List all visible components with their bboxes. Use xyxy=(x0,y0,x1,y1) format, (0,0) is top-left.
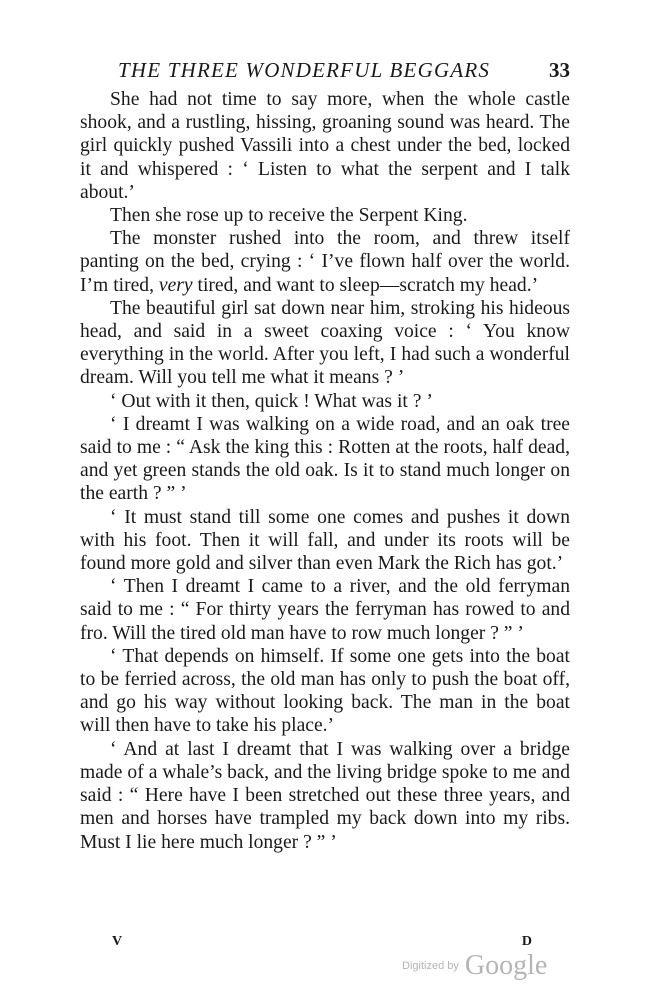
paragraph-text: tired, and want to sleep—scratch my head.’ xyxy=(192,274,539,296)
paragraph: ‘ It must stand till some one comes and pushes it down with his foot. Then it will fall, and under its roots will be found more gold and silver than even Mark the Rich has got.’ xyxy=(80,506,570,575)
digitized-watermark xyxy=(402,950,547,982)
signature-mark-right: D xyxy=(521,934,532,949)
paragraph: ‘ And at last I dreamt that I was walking over a bridge made of a whale’s back, and the living bridge spoke to me and said : “ Here have I been stretched out these three years, and men and horses have trampled my back down into my ribs. Must I lie here much longer ? ” ’ xyxy=(80,738,570,853)
page-number: 33 xyxy=(549,58,570,82)
paragraph: ‘ I dreamt I was walking on a wide road, and an oak tree said to me : “ Ask the king this : Rotten at the roots, half dead, and yet green stands the old oak. Is it to stand much longer on the earth ? ” ’ xyxy=(80,413,570,505)
paragraph: She had not time to say more, when the whole castle shook, and a rustling, hissing, groaning sound was heard. The girl quickly pushed Vassili into a chest under the bed, locked it and whispered : ‘ Listen to what the serpent and I talk about.’ xyxy=(80,89,570,203)
book-page xyxy=(80,52,570,854)
running-header xyxy=(80,52,570,88)
emphasized-word: very xyxy=(158,274,193,296)
body-text xyxy=(80,88,570,854)
signature-mark-left: V xyxy=(112,934,123,949)
paragraph xyxy=(80,227,570,297)
paragraph: The beautiful girl sat down near him, stroking his hideous head, and said in a sweet coaxing voice : ‘ You know everything in the world. After you left, I had such a wonderful dream. Will you tell me what it means ? ’ xyxy=(80,297,570,389)
paragraph: ‘ That depends on himself. If some one gets into the boat to be ferried across, the old man has only to push the boat off, and go his way without looking back. The man in the boat will then have to take his place.’ xyxy=(80,645,570,737)
running-title: THE THREE WONDERFUL BEGGARS xyxy=(118,58,491,82)
paragraph: ‘ Then I dreamt I came to a river, and the old ferryman said to me : “ For thirty years the ferryman has rowed to and fro. Will the tired old man have to row much longer ? ” ’ xyxy=(80,576,570,644)
google-logo: Google xyxy=(464,950,548,981)
paragraph: Then she rose up to receive the Serpent King. xyxy=(110,205,468,227)
watermark-prefix: Digitized by xyxy=(402,960,459,972)
paragraph: ‘ Out with it then, quick ! What was it ? ’ xyxy=(110,390,433,412)
paragraph-text: The monster rushed into the room, and threw itself panting on the bed, crying : ‘ I’ve flown half over the world. I’m tired, xyxy=(80,228,570,296)
